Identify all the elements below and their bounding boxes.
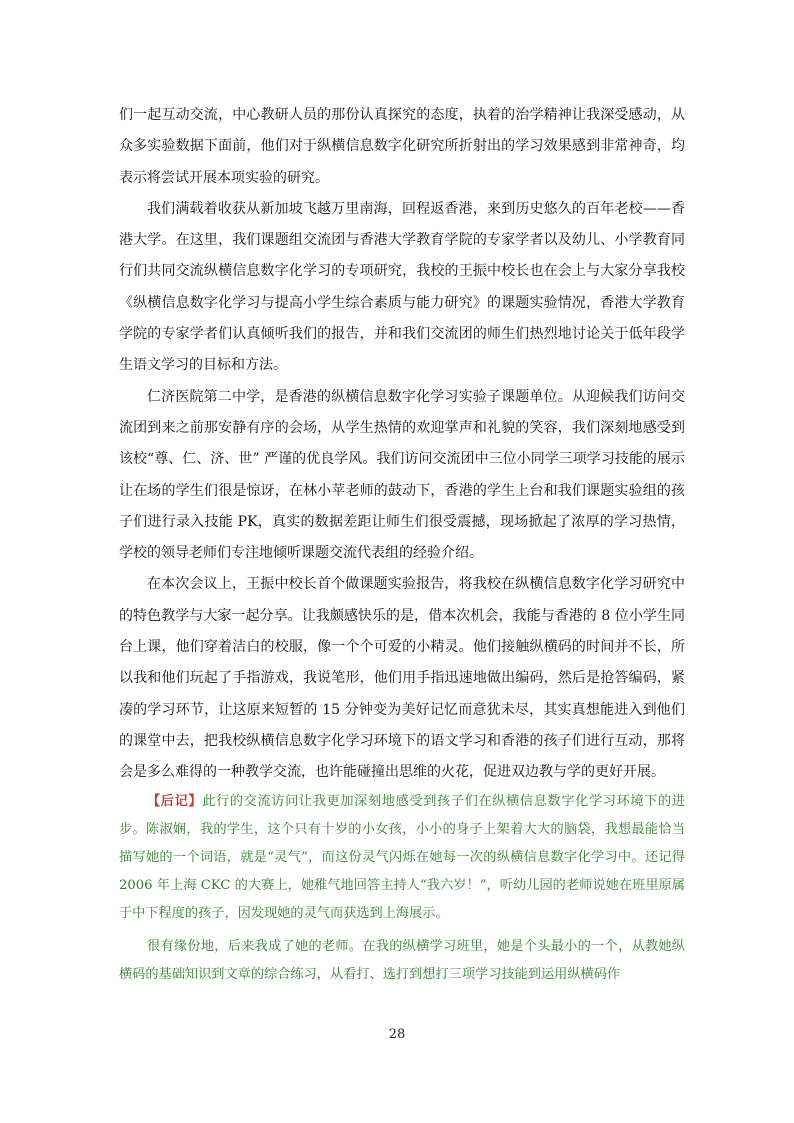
postscript-paragraph [119,788,685,928]
paragraph-continuation: 们一起互动交流，中心教研人员的那份认真探究的态度，执着的治学精神让我深受感动，从众多实验数据下面前，他们对于纵横信息数字化研究所折射出的学习效果感到非常神奇，均表示将尝试开展本项实验的研究。 [119,107,685,186]
postscript-continuation: 很有缘份地，后来我成了她的老师。在我的纵横学习班里，她是个头最小的一个，从教她纵横码的基础知识到文章的综合练习，从看打、选打到想打三项学习技能到运用纵横码作 [119,939,685,982]
postscript-tag: 【后记】 [147,794,203,809]
body-text [119,100,685,789]
postscript-block [119,788,685,989]
paragraph-yanchai: 仁济医院第二中学，是香港的纵横信息数字化学习实验子课题单位。从迎候我们访问交流团到来之前那安静有序的会场，从学生热情的欢迎掌声和礼貌的笑容，我们深刻地感受到该校“尊、仁、济、世” 严谨的优良学风。我们访问交流团中三位小同学三项学习技能的展示让在场的学生们很是惊讶，在林小苹老师的鼓动下，香港的学生上台和我们课题实验组的孩子们进行录入技能 PK，真实的数据差距让师生们很受震撼，现场掀起了浓厚的学习热情，学校的领导老师们专注地倾听课题交流代表组的经验介绍。 [119,388,685,562]
postscript-text: 此行的交流访问让我更加深刻地感受到孩子们在纵横信息数字化学习环境下的进步。陈淑娴，我的学生，这个只有十岁的小女孩，小小的身子上架着大大的脑袋，我想最能恰当描写她的一个词语，就是“灵气”，而这份灵气闪烁在她每一次的纵横信息数字化学习中。还记得 2006 年上海 CKC 的大赛上，她稚气地回答主持人“我六岁！”，听幼儿园的老师说她在班里原属于中下程度的孩子，因发现她的灵气而获选到上海展示。 [119,794,686,921]
paragraph-hku: 我们满载着收获从新加坡飞越万里南海，回程返香港，来到历史悠久的百年老校——香港大学。在这里，我们课题组交流团与香港大学教育学院的专家学者以及幼儿、小学教育同行们共同交流纵横信息数字化学习的专项研究，我校的王振中校长也在会上与大家分享我校《纵横信息数字化学习与提高小学生综合素质与能力研究》的课题实验情况，香港大学教育学院的专家学者们认真倾听我们的报告，并和我们交流团的师生们热烈地讨论关于低年段学生语文学习的目标和方法。 [119,200,685,374]
page-number: 28 [388,1027,406,1042]
paragraph-conference: 在本次会议上，王振中校长首个做课题实验报告，将我校在纵横信息数字化学习研究中的特色教学与大家一起分享。让我颇感快乐的是，借本次机会，我能与香港的 8 位小学生同台上课，他们穿着洁白的校服，像一个个可爱的小精灵。他们接触纵横码的时间并不长，所以我和他们玩起了手指游戏，我说笔形，他们用手指迅速地做出编码，然后是抢答编码，紧凑的学习环节，让这原来短暂的 15 分钟变为美好记忆而意犹未尽，其实真想能进入到他们的课堂中去，把我校纵横信息数字化学习环境下的语文学习和香港的孩子们进行互动，那将会是多么难得的一种教学交流，也许能碰撞出思维的火花，促进双边教与学的更好开展。 [119,576,685,781]
